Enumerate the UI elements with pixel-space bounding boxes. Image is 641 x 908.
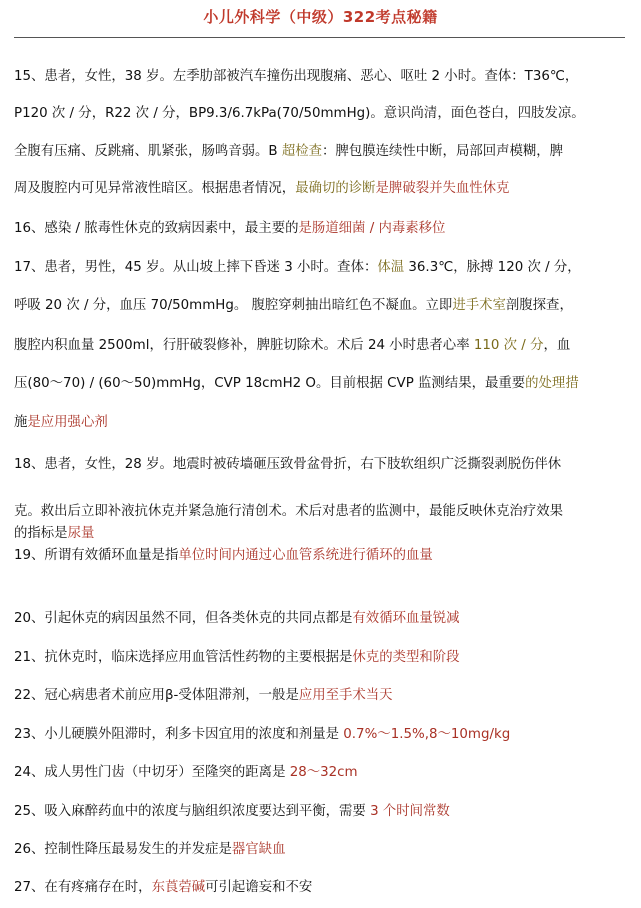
- q20-line: 20、引起休克的病因虽然不同，但各类休克的共同点都是有效循环血量锐减: [14, 611, 460, 626]
- page-title: 小儿外科学（中级）322考点秘籍: [203, 8, 438, 26]
- q17-line-3: 腹腔内积血量 2500ml，行肝破裂修补，脾脏切除术。术后 24 小时患者心率 110 次 / 分，血: [14, 338, 571, 353]
- q16-line: 16、感染 / 脓毒性休克的致病因素中，最主要的是肠道细菌 / 内毒素移位: [14, 221, 446, 236]
- q17-line-2: 呼吸 20 次 / 分，血压 70/50mmHg。 腹腔穿刺抽出暗红色不凝血。立即进手术室剖腹探查，: [14, 298, 573, 313]
- q15-line-2: P120 次 / 分，R22 次 / 分，BP9.3/6.7kPa(70/50mmHg)。意识尚清，面色苍白，四肢发凉。: [14, 106, 585, 121]
- q17-line-1: 17、患者，男性，45 岁。从山坡上摔下昏迷 3 小时。查体：体温 36.3℃，脉搏 120 次 / 分，: [14, 260, 581, 275]
- q27-line: 27、在有疼痛存在时，东莨菪碱可引起谵妄和不安: [14, 880, 313, 895]
- q15-line-4: 周及腹腔内可见异常液性暗区。根据患者情况，最确切的诊断是脾破裂并失血性休克: [14, 181, 510, 196]
- q17-line-4: 压(80～70) / (60～50)mmHg，CVP 18cmH2 O。目前根据 CVP 监测结果，最重要的处理措: [14, 376, 579, 391]
- q18-line-3: 的指标是尿量: [14, 526, 95, 541]
- q15-line-1: 15、患者，女性，38 岁。左季肋部被汽车撞伤出现腹痛、恶心、呕吐 2 小时。查体：T36℃，: [14, 69, 579, 84]
- q19-line: 19、所谓有效循环血量是指单位时间内通过心血管系统进行循环的血量: [14, 548, 433, 563]
- q23-line: 23、小儿硬膜外阻滞时，利多卡因宜用的浓度和剂量是 0.7%～1.5%,8～10mg/kg: [14, 727, 511, 742]
- title-divider: [14, 37, 625, 38]
- q24-line: 24、成人男性门齿（中切牙）至隆突的距离是 28～32cm: [14, 765, 358, 780]
- q25-line: 25、吸入麻醉药血中的浓度与脑组织浓度要达到平衡，需要 3 个时间常数: [14, 804, 450, 819]
- q18-line-2: 克。救出后立即补液抗休克并紧急施行清创术。术后对患者的监测中，最能反映休克治疗效果: [14, 504, 564, 519]
- q18-line-1: 18、患者，女性，28 岁。地震时被砖墙砸压致骨盆骨折，右下肢软组织广泛撕裂剥脱伤伴休: [14, 457, 562, 472]
- q15-line-3: 全腹有压痛、反跳痛、肌紧张，肠鸣音弱。B 超检查：脾包膜连续性中断，局部回声模糊，脾: [14, 144, 564, 159]
- q21-line: 21、抗休克时，临床选择应用血管活性药物的主要根据是休克的类型和阶段: [14, 650, 460, 665]
- q22-line: 22、冠心病患者术前应用β-受体阻滞剂，一般是应用至手术当天: [14, 688, 393, 703]
- q26-line: 26、控制性降压最易发生的并发症是器官缺血: [14, 842, 286, 857]
- q17-line-5: 施是应用强心剂: [14, 415, 108, 430]
